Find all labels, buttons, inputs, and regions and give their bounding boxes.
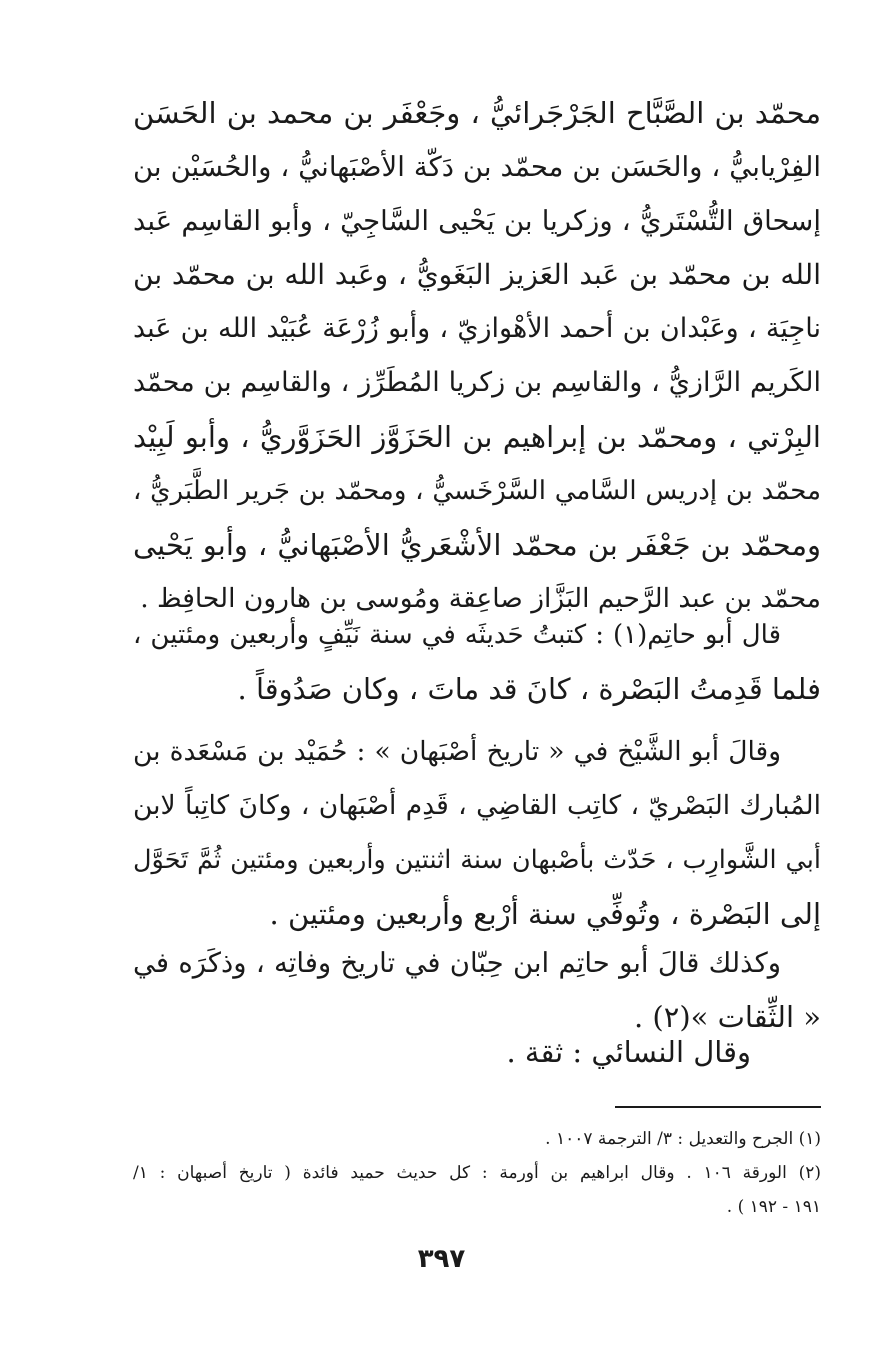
text-line: الله بن محمّد بن عَبد العَزيز البَغَويُّ ، وعَبد الله بن محمّد بن bbox=[133, 258, 821, 291]
text-line: محمّد بن الصَّبَّاح الجَرْجَرائيُّ ، وجَعْفَر بن محمد بن الحَسَن bbox=[133, 96, 821, 130]
text-line: وقال النسائي : ثقة . bbox=[506, 1035, 751, 1069]
footnote-2-continued: ١٩١ - ١٩٢ ) . bbox=[726, 1197, 821, 1217]
text-line: الكَريم الرَّازيُّ ، والقاسِم بن زكريا المُطَرِّز ، والقاسِم بن محمّد bbox=[133, 367, 821, 398]
footnote-2: (٢) الورقة ١٠٦ . وقال ابراهيم بن أورمة : كل حديث حميد فائدة ( تاريخ أصبهان : ١/ bbox=[133, 1163, 821, 1183]
footnotes bbox=[133, 1122, 821, 1224]
text-line: أبي الشَّوارِب ، حَدّث بأصْبهان سنة اثنتين وأربعين ومئتين ثُمَّ تَحَوَّل bbox=[133, 845, 821, 875]
text-line: فلما قَدِمتُ البَصْرة ، كانَ قد ماتَ ، وكان صَدُوقاً . bbox=[237, 672, 821, 706]
text-line: وقالَ أبو الشَّيْخ في « تاريخ أصْبَهان » : حُمَيْد بن مَسْعَدة بن bbox=[133, 736, 781, 767]
paragraph-narrators-list bbox=[133, 86, 821, 626]
text-line: البِرْتي ، ومحمّد بن إبراهيم بن الحَزَوَّز الحَزَوَّريُّ ، وأبو لَبِيْد bbox=[133, 420, 821, 454]
paragraph-abu-al-shaykh bbox=[133, 725, 821, 941]
page-number: ٣٩٧ bbox=[417, 1244, 466, 1274]
footnote-separator bbox=[615, 1106, 821, 1108]
text-line: ومحمّد بن جَعْفَر بن محمّد الأشْعَريُّ الأصْبَهانيُّ ، وأبو يَحْيى bbox=[133, 528, 821, 562]
text-line: المُبارك البَصْريّ ، كاتِب القاضِي ، قَدِم أصْبَهان ، وكانَ كاتِباً لابن bbox=[133, 790, 821, 821]
text-line: إلى البَصْرة ، وتُوفِّي سنة أرْبع وأربعين ومئتين . bbox=[269, 897, 821, 931]
text-line: ناجِيَة ، وعَبْدان بن أحمد الأهْوازيّ ، وأبو زُرْعَة عُبَيْد الله بن عَبد bbox=[133, 313, 821, 344]
text-line: محمّد بن عبد الرَّحيم البَزَّاز صاعِقة ومُوسى بن هارون الحافِظ . bbox=[140, 583, 821, 614]
text-line: « الثِّقات »(٢) . bbox=[633, 1000, 821, 1034]
paragraph-nasai bbox=[133, 1025, 821, 1079]
text-line: محمّد بن إدريس السَّامي السَّرْخَسيُّ ، ومحمّد بن جَرير الطَّبَريُّ ، bbox=[133, 476, 821, 506]
footnote-1: (١) الجرح والتعديل : ٣/ الترجمة ١٠٠٧ . bbox=[545, 1129, 821, 1149]
paragraph-abu-hatim bbox=[133, 608, 821, 716]
text-line: إسحاق التُّسْتَريُّ ، وزكريا بن يَحْيى السَّاجِيّ ، وأبو القاسِم عَبد bbox=[133, 205, 821, 237]
text-line: قال أبو حاتِم(١) : كتبتُ حَديثَه في سنة نَيِّفٍ وأربعين ومئتين ، bbox=[133, 620, 781, 650]
text-line: الفِرْيابيُّ ، والحَسَن بن محمّد بن دَكّة الأصْبَهانيُّ ، والحُسَيْن بن bbox=[133, 151, 821, 183]
text-line: وكذلك قالَ أبو حاتِم ابن حِبّان في تاريخ وفاتِه ، وذكَرَه في bbox=[133, 947, 781, 979]
